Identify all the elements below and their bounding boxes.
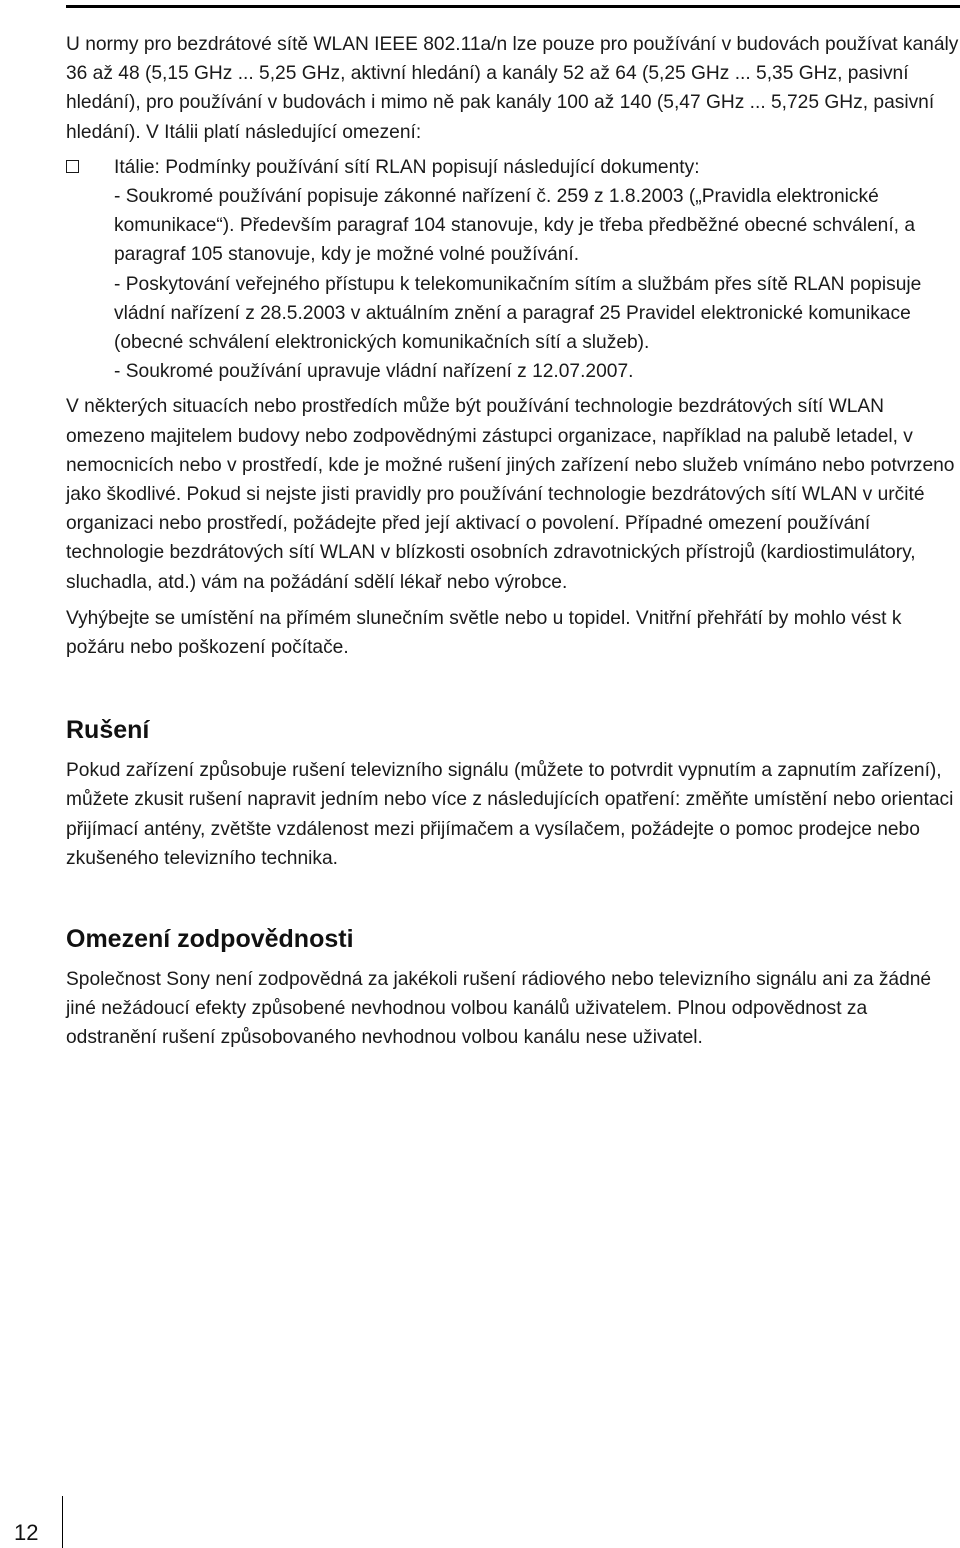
page-number-rule (62, 1496, 63, 1548)
checkbox-bullet-icon (66, 160, 79, 173)
restrictions-paragraph: V některých situacích nebo prostředích může být používání technologie bezdrátových sítí WLAN omezeno majitelem budovy nebo zodpovědnými zástupci organizace, například na palubě letadel, v nemocnicích nebo v prostředí, kde je možné rušení jiných zařízení nebo služeb vnímáno nebo potvrzeno jako škodlivé. Pokud si nejste jisti pravidly pro používání technologie bezdrátových sítí WLAN v určité organizaci nebo prostředí, požádejte před její aktivací o povolení. Případné omezení používání technologie bezdrátových sítí WLAN v blízkosti osobních zdravotnických přístrojů (kardiostimulátory, sluchadla, atd.) vám na požádání sdělí lékař nebo výrobce. (66, 396, 955, 593)
top-rule (66, 5, 960, 8)
heat-paragraph: Vyhýbejte se umístění na přímém slunečním světle nebo u topidel. Vnitřní přehřátí by mohlo vést k požáru nebo poškození počítače. (66, 607, 902, 659)
page-number: 12 (14, 1520, 39, 1545)
italy-line-4: - Soukromé používání upravuje vládní nařízení z 12.07.2007. (114, 361, 634, 383)
interference-paragraph: Pokud zařízení způsobuje rušení televizního signálu (můžete to potvrdit vypnutím a zapnutím zařízení), můžete zkusit rušení napravit jedním nebo více z následujících opatření: změňte umístění nebo orientaci přijímací antény, zvětšte vzdálenost mezi přijímačem a vysílačem, požádejte o pomoc prodejce nebo zkušeného televizního technika. (66, 760, 954, 869)
italy-line-1: Itálie: Podmínky používání sítí RLAN popisují následující dokumenty: (114, 156, 700, 178)
liability-paragraph: Společnost Sony není zodpovědná za jakékoli rušení rádiového nebo televizního signálu ani za žádné jiné nežádoucí efekty způsobené nevhodnou volbou kanálů uživatelem. Plnou odpovědnost za odstranění rušení způsobovaného nevhodnou volbou kanálu nese uživatel. (66, 969, 932, 1049)
liability-heading: Omezení zodpovědnosti (66, 925, 354, 954)
interference-heading: Rušení (66, 716, 150, 745)
italy-line-2: - Soukromé používání popisuje zákonné nařízení č. 259 z 1.8.2003 („Pravidla elektronické komunikace“). Především paragraf 104 stanovuje, kdy je třeba předběžné obecné schválení, a paragraf 105 stanovuje, kdy je možné volné používání. (114, 186, 916, 266)
italy-bullet (66, 153, 960, 387)
italy-line-3: - Poskytování veřejného přístupu k telekomunikačním sítím a službám přes sítě RLAN popisuje vládní nařízení z 28.5.2003 v aktuálním znění a paragraf 25 Pravidel elektronické komunikace (obecné schválení elektronických komunikačních sítí a služeb). (114, 273, 922, 354)
intro-paragraph: U normy pro bezdrátové sítě WLAN IEEE 802.11a/n lze pouze pro používání v budovách používat kanály 36 až 48 (5,15 GHz ... 5,25 GHz, aktivní hledání) a kanály 52 až 64 (5,25 GHz ... 5,35 GHz, pasivní hledání), pro používání v budovách i mimo ně pak kanály 100 až 140 (5,47 GHz ... 5,725 GHz, pasivní hledání). V Itálii platí následující omezení: (66, 34, 959, 143)
document-body (66, 30, 960, 1053)
